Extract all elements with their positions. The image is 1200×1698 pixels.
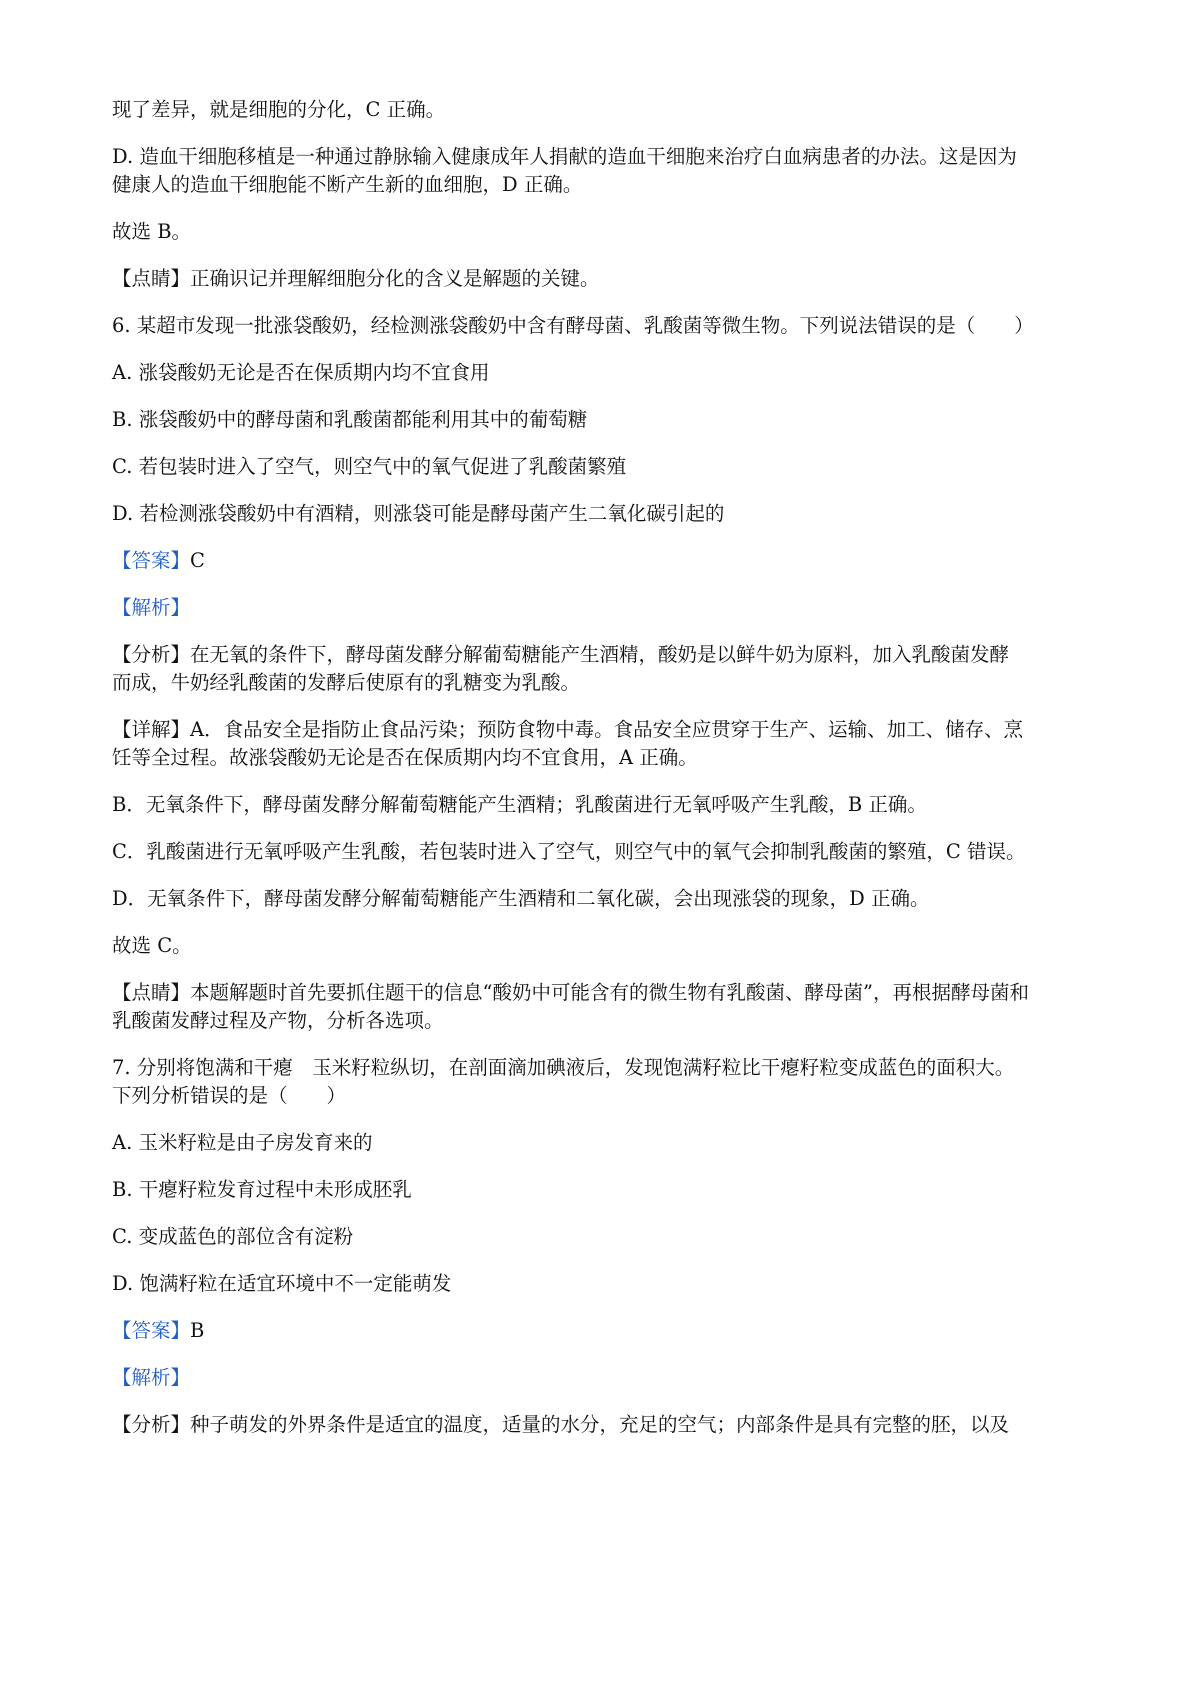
q7-fenxi-label: 【分析】	[112, 1413, 191, 1436]
q7-option-a: A. 玉米籽粒是由子房发育来的	[112, 1131, 373, 1154]
q6-xiangjie-a-text1: A．食品安全是指防止食品污染；预防食物中毒。食品安全应贯穿于生产、运输、加工、储存、烹	[190, 718, 1024, 741]
q6-answer-value: C	[190, 549, 205, 572]
q7-fenxi-text1: 种子萌发的外界条件是适宜的温度，适量的水分，充足的空气；内部条件是具有完整的胚，以及	[190, 1413, 1010, 1436]
q6-xiangjie-d: D．无氧条件下，酵母菌发酵分解葡萄糖能产生酒精和二氧化碳，会出现涨袋的现象，D 正确。	[112, 887, 930, 910]
q7-answer-label: 【答案】	[112, 1319, 191, 1342]
q7-fenxi-line1	[112, 1411, 1102, 1439]
q6-fenxi-line1	[112, 641, 1102, 669]
q6-tip-label: 【点睛】	[112, 981, 191, 1004]
q6-xiangjie-label: 【详解】	[112, 718, 191, 741]
q6-tip-text1: 本题解题时首先要抓住题干的信息“酸奶中可能含有的微生物有乳酸菌、酵母菌”，再根据酵母菌和	[190, 981, 1029, 1004]
q7-stem-line2: 下列分析错误的是（ ）	[112, 1084, 347, 1107]
q6-fenxi-line2: 而成，牛奶经乳酸菌的发酵后使原有的乳糖变为乳酸。	[112, 671, 581, 694]
q6-answer-label: 【答案】	[112, 549, 191, 572]
q7-analysis-label: 【解析】	[112, 1366, 191, 1389]
q6-option-b: B. 涨袋酸奶中的酵母菌和乳酸菌都能利用其中的葡萄糖	[112, 408, 588, 431]
q5-d-line1: D. 造血干细胞移植是一种通过静脉输入健康成年人捐献的造血干细胞来治疗白血病患者的办法。这是因为	[112, 145, 1017, 168]
q5-choose: 故选 B。	[112, 220, 192, 243]
q6-option-d: D. 若检测涨袋酸奶中有酒精，则涨袋可能是酵母菌产生二氧化碳引起的	[112, 502, 725, 525]
q6-xiangjie-a-line1	[112, 716, 1102, 744]
q6-answer	[112, 547, 1102, 575]
q6-tip-line2: 乳酸菌发酵过程及产物，分析各选项。	[112, 1009, 444, 1032]
q6-option-a: A. 涨袋酸奶无论是否在保质期内均不宜食用	[112, 361, 490, 384]
q6-xiangjie-b: B．无氧条件下，酵母菌发酵分解葡萄糖能产生酒精；乳酸菌进行无氧呼吸产生乳酸，B 正确。	[112, 793, 927, 816]
q6-choose: 故选 C。	[112, 934, 192, 957]
q6-option-c: C. 若包装时进入了空气，则空气中的氧气促进了乳酸菌繁殖	[112, 455, 627, 478]
q7-option-c: C. 变成蓝色的部位含有淀粉	[112, 1225, 354, 1248]
q5-tip	[112, 265, 1102, 293]
q6-stem: 6. 某超市发现一批涨袋酸奶，经检测涨袋酸奶中含有酵母菌、乳酸菌等微生物。下列说法错误的是（ ）	[112, 314, 1034, 337]
q7-option-d: D. 饱满籽粒在适宜环境中不一定能萌发	[112, 1272, 452, 1295]
q6-tip-line1	[112, 979, 1102, 1007]
q7-answer	[112, 1317, 1102, 1345]
q5-tip-text: 正确识记并理解细胞分化的含义是解题的关键。	[190, 267, 600, 290]
q7-stem-line1: 7. 分别将饱满和干瘪 玉米籽粒纵切，在剖面滴加碘液后，发现饱满籽粒比干瘪籽粒变成蓝色的面积大。	[112, 1056, 1015, 1079]
q7-option-b: B. 干瘪籽粒发育过程中未形成胚乳	[112, 1178, 412, 1201]
q5-c-conclusion: 现了差异，就是细胞的分化，C 正确。	[112, 98, 446, 121]
q6-fenxi-label: 【分析】	[112, 643, 191, 666]
q6-fenxi-text1: 在无氧的条件下，酵母菌发酵分解葡萄糖能产生酒精，酸奶是以鲜牛奶为原料，加入乳酸菌发酵	[190, 643, 1010, 666]
q6-analysis-label: 【解析】	[112, 596, 191, 619]
q7-answer-value: B	[190, 1319, 205, 1342]
q5-d-line2: 健康人的造血干细胞能不断产生新的血细胞，D 正确。	[112, 173, 583, 196]
q5-tip-label: 【点睛】	[112, 267, 191, 290]
q6-xiangjie-c: C．乳酸菌进行无氧呼吸产生乳酸，若包装时进入了空气，则空气中的氧气会抑制乳酸菌的繁殖，C 错误。	[112, 840, 1026, 863]
document-page	[112, 96, 1102, 1439]
q6-xiangjie-a-line2: 饪等全过程。故涨袋酸奶无论是否在保质期内均不宜食用，A 正确。	[112, 746, 698, 769]
